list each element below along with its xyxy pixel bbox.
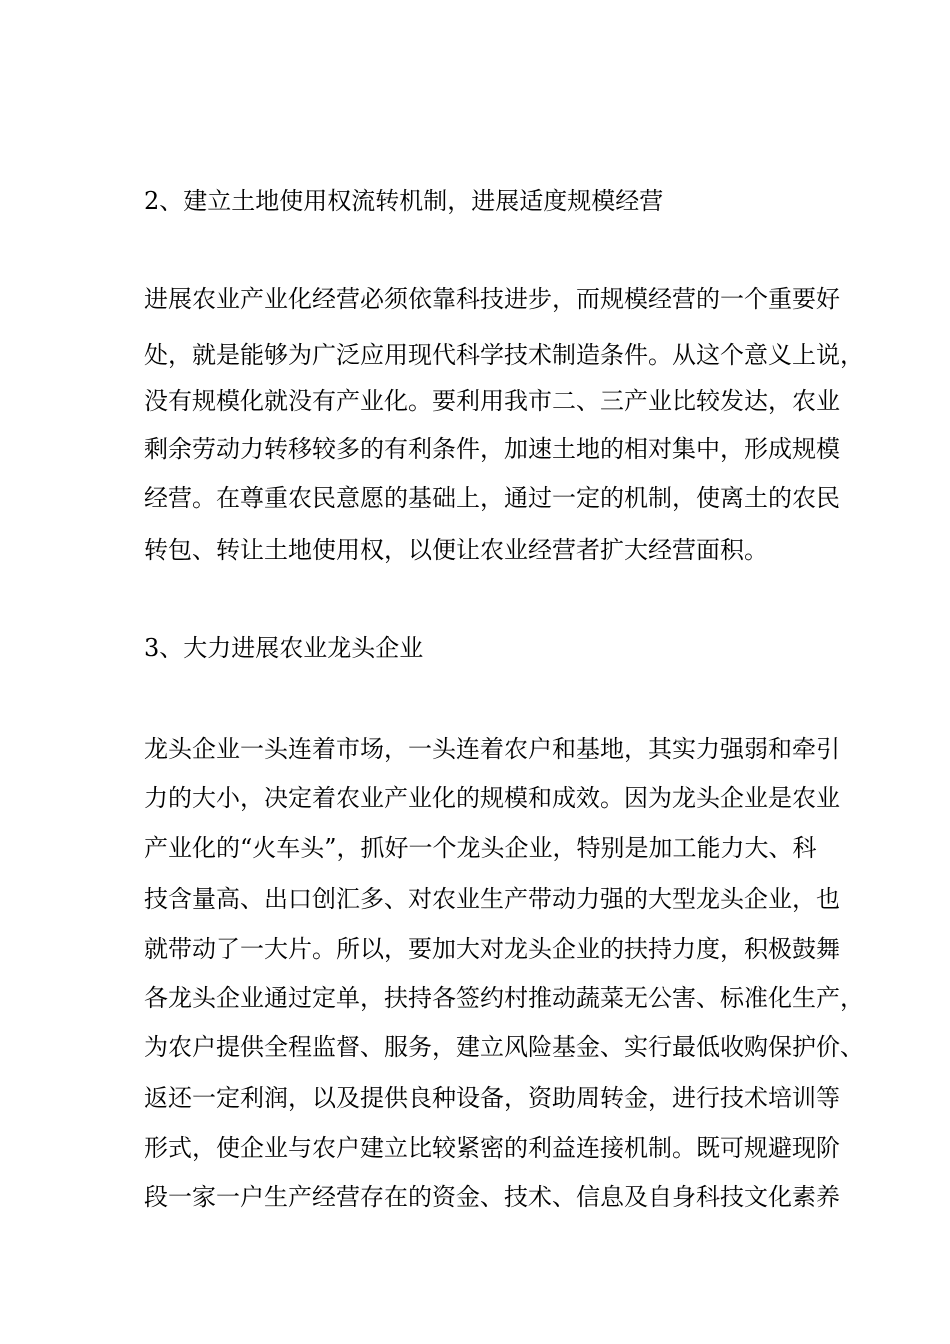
paragraph-line: 就带动了一大片。所以，要加大对龙头企业的扶持力度，积极鼓舞 xyxy=(144,935,840,963)
paragraph-line: 龙头企业一头连着市场，一头连着农户和基地，其实力强弱和牵引 xyxy=(144,735,840,763)
paragraph-line: 经营。在尊重农民意愿的基础上，通过一定的机制，使离土的农民 xyxy=(144,484,840,512)
paragraph-line: 力的大小，决定着农业产业化的规模和成效。因为龙头企业是农业 xyxy=(144,784,840,812)
paragraph-line: 返还一定利润，以及提供良种设备，资助周转金，进行技术培训等 xyxy=(144,1084,840,1112)
section-3-heading: 3、大力进展农业龙头企业 xyxy=(144,634,424,662)
paragraph-line: 处，就是能够为广泛应用现代科学技术制造条件。从这个意义上说， xyxy=(144,341,864,369)
paragraph-line: 转包、转让土地使用权，以便让农业经营者扩大经营面积。 xyxy=(144,536,768,564)
paragraph-line: 进展农业产业化经营必须依靠科技进步，而规模经营的一个重要好 xyxy=(144,285,840,313)
paragraph-line: 为农户提供全程监督、服务，建立风险基金、实行最低收购保护价、 xyxy=(144,1033,864,1061)
paragraph-line: 剩余劳动力转移较多的有利条件，加速土地的相对集中，形成规模 xyxy=(144,435,840,463)
paragraph-line: 段一家一户生产经营存在的资金、技术、信息及自身科技文化素养 xyxy=(144,1183,840,1211)
paragraph-line: 产业化的“火车头”，抓好一个龙头企业，特别是加工能力大、科 xyxy=(144,834,817,862)
paragraph-line: 技含量高、出口创汇多、对农业生产带动力强的大型龙头企业，也 xyxy=(144,885,840,913)
paragraph-line: 没有规模化就没有产业化。要利用我市二、三产业比较发达，农业 xyxy=(144,387,840,415)
paragraph-line: 形式，使企业与农户建立比较紧密的利益连接机制。既可规避现阶 xyxy=(144,1134,840,1162)
paragraph-line: 各龙头企业通过定单，扶持各签约村推动蔬菜无公害、标准化生产， xyxy=(144,984,864,1012)
section-2-heading: 2、建立土地使用权流转机制，进展适度规模经营 xyxy=(144,187,664,215)
